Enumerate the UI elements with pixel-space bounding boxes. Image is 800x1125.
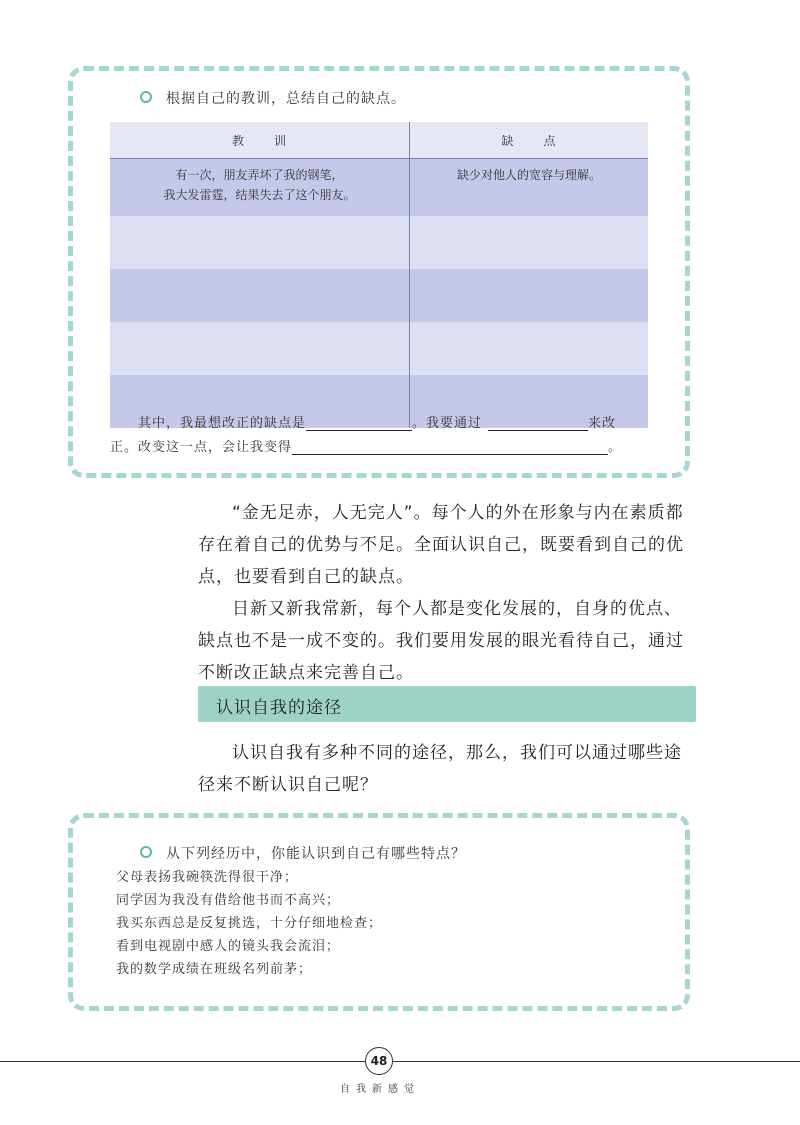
body-paragraph: “金无足赤，人无完人”。每个人的外在形象与内在素质都存在着自己的优势与不足。全面认识自己，既要看到自己的优点，也要看到自己的缺点。 <box>198 503 684 587</box>
body-paragraph: 认识自我有多种不同的途径，那么，我们可以通过哪些途径来不断认识自己呢？ <box>198 743 682 795</box>
table-cell-lesson[interactable] <box>110 322 410 375</box>
activity-prompt-weaknesses <box>140 88 406 108</box>
section-heading-bar <box>198 686 696 722</box>
prompt-text: 从下列经历中，你能认识到自己有哪些特点？ <box>166 846 466 862</box>
table-cell-weakness[interactable] <box>410 322 649 375</box>
table-header-weaknesses: 缺点 <box>410 122 649 159</box>
fill-in-sentence-1 <box>138 412 616 431</box>
table-row[interactable] <box>110 322 648 375</box>
table-cell-lesson: 有一次，朋友弄坏了我的钢笔， 我大发雷霆，结果失去了这个朋友。 <box>110 159 410 217</box>
section-title: 认识自我的途径 <box>216 698 342 718</box>
activity-prompt-experiences <box>140 843 466 863</box>
sentence-text: 来改 <box>588 416 617 431</box>
list-item: 我的数学成绩在班级名列前茅； <box>116 962 313 977</box>
list-item: 父母表扬我碗筷洗得很干净； <box>116 870 299 885</box>
table-cell-weakness[interactable] <box>410 216 649 269</box>
circle-bullet-icon <box>140 846 152 858</box>
table-cell-weakness[interactable] <box>410 269 649 322</box>
sentence-text: 。 <box>608 440 623 455</box>
table-row <box>110 159 648 217</box>
fill-blank-weakness[interactable] <box>306 416 412 431</box>
table-row[interactable] <box>110 269 648 322</box>
table-cell-weakness: 缺少对他人的宽容与理解。 <box>410 159 649 217</box>
footer-divider <box>0 1061 800 1062</box>
lessons-weaknesses-table <box>110 122 648 428</box>
fill-blank-method[interactable] <box>488 416 588 431</box>
body-paragraph: 日新又新我常新，每个人都是变化发展的，自身的优点、缺点也不是一成不变的。我们要用发展的眼光看待自己，通过不断改正缺点来完善自己。 <box>198 599 684 683</box>
circle-bullet-icon <box>140 91 152 103</box>
fill-in-sentence-2 <box>110 436 622 455</box>
list-item: 我买东西总是反复挑选，十分仔细地检查； <box>116 916 383 931</box>
footer-title: 自我新感觉 <box>340 1084 420 1095</box>
list-item: 同学因为我没有借给他书而不高兴； <box>116 893 341 908</box>
page-number: 48 <box>365 1047 393 1075</box>
list-item: 看到电视剧中感人的镜头我会流泪； <box>116 939 341 954</box>
sentence-text: 。我要通过 <box>412 416 483 431</box>
table-header-lessons: 教训 <box>110 122 410 159</box>
table-cell-lesson[interactable] <box>110 269 410 322</box>
experience-list <box>116 866 382 981</box>
fill-blank-result[interactable] <box>292 440 608 455</box>
sentence-text: 其中，我最想改正的缺点是 <box>138 416 307 431</box>
table-cell-lesson[interactable] <box>110 216 410 269</box>
table-row[interactable] <box>110 216 648 269</box>
prompt-text: 根据自己的教训，总结自己的缺点。 <box>166 91 406 107</box>
sentence-text: 正。改变这一点，会让我变得 <box>110 440 293 455</box>
